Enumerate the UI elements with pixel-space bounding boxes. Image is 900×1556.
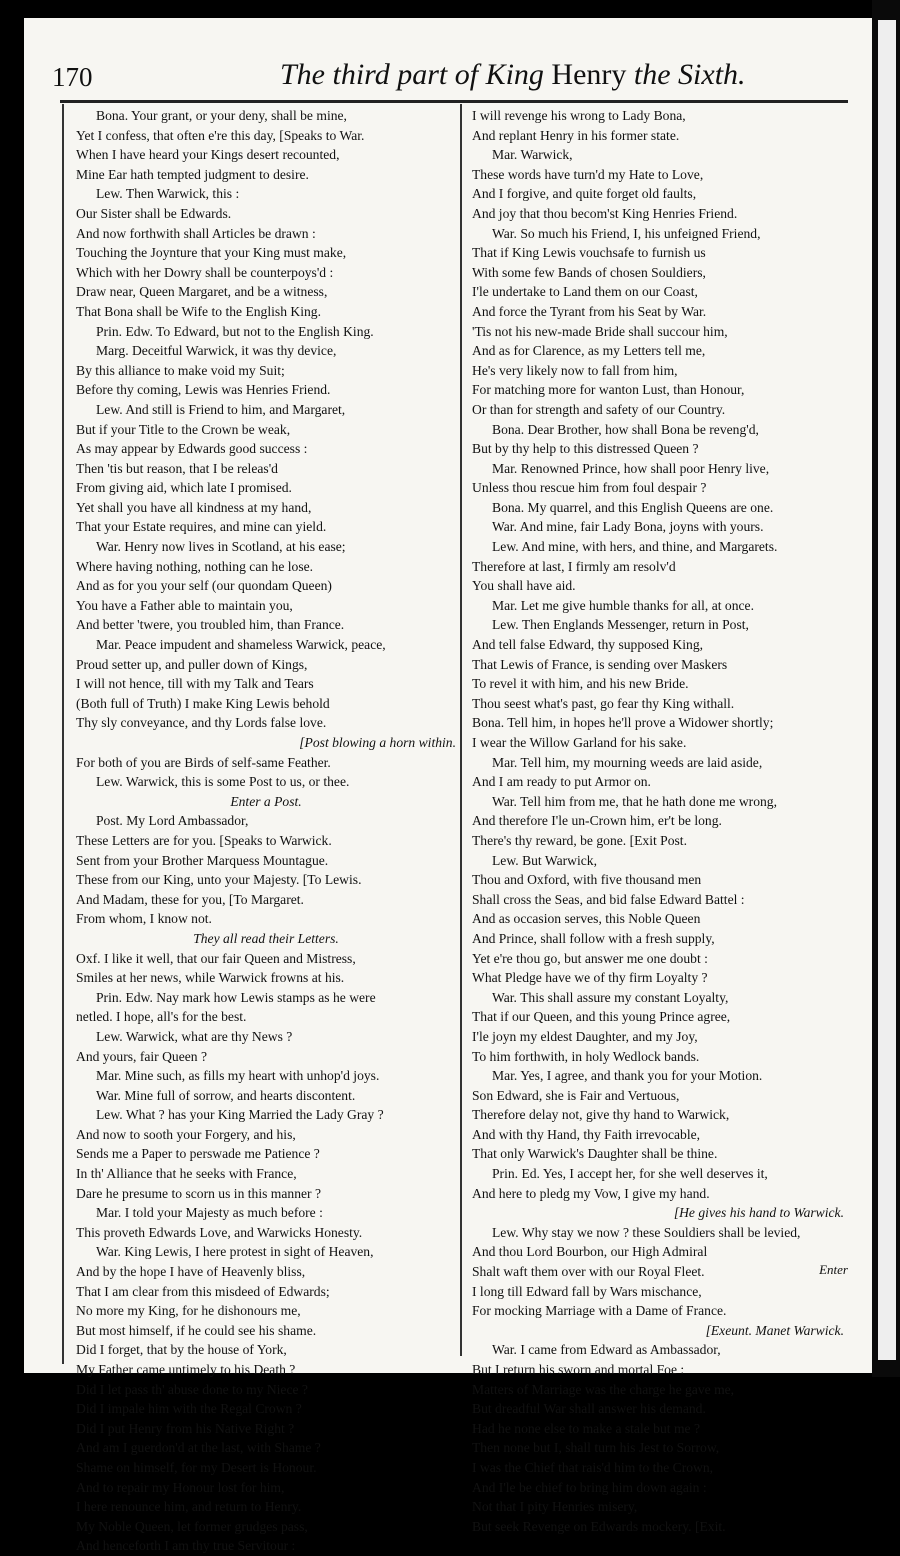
header-rule xyxy=(60,100,848,103)
text-line: These words have turn'd my Hate to Love, xyxy=(472,166,704,182)
text-line: War. I came from Edward as Ambassador, xyxy=(492,1342,721,1358)
text-line: For mocking Marriage with a Dame of France. xyxy=(472,1303,727,1319)
text-line: Where having nothing, nothing can he lose. xyxy=(76,558,314,574)
text-line: Mar. Yes, I agree, and thank you for your Motion. xyxy=(492,1068,763,1084)
text-line: Mar. Mine such, as fills my heart with unhop'd joys. xyxy=(96,1068,380,1084)
text-line: And as for you your self (our quondam Queen) xyxy=(76,578,332,594)
text-line: Bona. Your grant, or your deny, shall be mine, xyxy=(96,108,347,123)
text-line: But I return his sworn and mortal Foe : xyxy=(472,1362,685,1377)
text-line: [Exeunt. Manet Warwick. xyxy=(705,1322,844,1338)
text-line: War. Henry now lives in Scotland, at his ease; xyxy=(96,539,346,555)
text-line: Shall cross the Seas, and bid false Edward Battel : xyxy=(472,891,745,907)
text-line: And as for Clarence, as my Letters tell me, xyxy=(472,343,706,359)
title-prefix: The third part of King xyxy=(280,58,544,91)
text-line: Which with her Dowry shall be counterpoys'd : xyxy=(76,264,334,280)
text-line: 'Tis not his new-made Bride shall succour him, xyxy=(472,323,728,339)
text-line: And force the Tyrant from his Seat by War. xyxy=(472,303,707,319)
text-line: With some few Bands of chosen Souldiers, xyxy=(472,264,706,280)
text-line: From giving aid, which late I promised. xyxy=(76,480,292,496)
text-line: Yet I confess, that often e're this day, [Speaks to War. xyxy=(76,127,365,143)
text-line: They all read their Letters. xyxy=(193,930,339,946)
text-line: Bona. Dear Brother, how shall Bona be reveng'd, xyxy=(492,421,759,437)
text-line: War. So much his Friend, I, his unfeigned Friend, xyxy=(492,225,761,241)
text-line: Yet shall you have all kindness at my hand, xyxy=(76,499,312,515)
text-line: You shall have aid. xyxy=(472,578,576,594)
text-line: Did I forget, that by the house of York, xyxy=(76,1342,287,1358)
text-line: Sends me a Paper to perswade me Patience ? xyxy=(76,1146,320,1162)
text-line: Shame on himself, for my Desert is Honour. xyxy=(76,1459,317,1475)
text-line: Enter a Post. xyxy=(230,793,302,809)
text-line: Proud setter up, and puller down of Kings, xyxy=(76,656,308,672)
text-line: Thy sly conveyance, and thy Lords false love. xyxy=(76,715,327,731)
left-text-column xyxy=(76,106,456,1556)
column-divider xyxy=(460,104,462,1356)
text-line: Bona. Tell him, in hopes he'll prove a Widower shortly; xyxy=(472,715,774,731)
text-line: And Madam, these for you, [To Margaret. xyxy=(76,891,304,907)
text-line: But most himself, if he could see his shame. xyxy=(76,1322,317,1338)
text-line: War. And mine, fair Lady Bona, joyns with yours. xyxy=(492,519,764,535)
text-line: And better 'twere, you troubled him, than France. xyxy=(76,617,345,633)
text-line: That only Warwick's Daughter shall be thine. xyxy=(472,1146,718,1162)
text-line: War. This shall assure my constant Loyalty, xyxy=(492,989,729,1005)
text-line: Touching the Joynture that your King must make, xyxy=(76,245,347,261)
text-line: And thou Lord Bourbon, our High Admiral xyxy=(472,1244,708,1260)
text-line: I'le undertake to Land them on our Coast, xyxy=(472,284,698,300)
right-text-column xyxy=(472,106,844,1536)
text-line: And I'le be chief to bring him down again : xyxy=(472,1479,707,1495)
text-line: My Noble Queen, let former grudges pass, xyxy=(76,1518,308,1534)
text-line: But dreadful War shall answer his demand. xyxy=(472,1401,706,1417)
text-line: Lew. And still is Friend to him, and Margaret, xyxy=(96,401,346,417)
text-line: Smiles at her news, while Warwick frowns at his. xyxy=(76,970,345,986)
text-line: Bona. My quarrel, and this English Queens are one. xyxy=(492,499,774,515)
text-line: Post. My Lord Ambassador, xyxy=(96,813,249,829)
text-line: Prin. Edw. Nay mark how Lewis stamps as he were xyxy=(96,989,376,1005)
text-line: Son Edward, she is Fair and Vertuous, xyxy=(472,1087,680,1103)
text-line: And Prince, shall follow with a fresh supply, xyxy=(472,930,715,946)
text-line: I was the Chief that rais'd him to the Crown, xyxy=(472,1459,714,1475)
page-number: 170 xyxy=(52,62,93,92)
text-line: Lew. Then Warwick, this : xyxy=(96,186,240,202)
text-line: To revel it with him, and his new Bride. xyxy=(472,676,689,692)
text-line: And tell false Edward, thy supposed King, xyxy=(472,637,704,653)
text-line: Sent from your Brother Marquess Mountague. xyxy=(76,852,329,868)
text-line: Oxf. I like it well, that our fair Queen and Mistress, xyxy=(76,950,356,966)
text-line: Thou seest what's past, go fear thy King withall. xyxy=(472,695,735,711)
text-line: And am I guerdon'd at the last, with Shame ? xyxy=(76,1440,321,1456)
text-line: Unless thou rescue him from foul despair ? xyxy=(472,480,707,496)
text-line: That Bona shall be Wife to the English King. xyxy=(76,303,321,319)
text-line: Before thy coming, Lewis was Henries Friend. xyxy=(76,382,331,398)
text-line: No more my King, for he dishonours me, xyxy=(76,1303,301,1319)
text-line: Lew. Why stay we now ? these Souldiers shall be levied, xyxy=(492,1224,801,1240)
text-line: Therefore delay not, give thy hand to Warwick, xyxy=(472,1107,730,1123)
text-line: He's very likely now to fall from him, xyxy=(472,362,678,378)
text-line: What Pledge have we of thy firm Loyalty ? xyxy=(472,970,708,986)
text-line: These Letters are for you. [Speaks to Warwick. xyxy=(76,832,332,848)
text-line: I'le joyn my eldest Daughter, and my Joy, xyxy=(472,1028,698,1044)
left-border-rule xyxy=(62,104,64,1364)
text-line: That I am clear from this misdeed of Edwards; xyxy=(76,1283,330,1299)
text-line: But by thy help to this distressed Queen ? xyxy=(472,441,699,457)
text-line: That if King Lewis vouchsafe to furnish us xyxy=(472,245,706,261)
text-line: And replant Henry in his former state. xyxy=(472,127,680,143)
catchword: Enter xyxy=(819,1262,848,1277)
text-line: But seek Revenge on Edwards mockery. [Exit. xyxy=(472,1518,726,1534)
text-line: When I have heard your Kings desert recounted, xyxy=(76,147,340,163)
text-line: You have a Father able to maintain you, xyxy=(76,597,293,613)
text-line: I will not hence, till with my Talk and Tears xyxy=(76,676,314,692)
text-line: Had he none else to make a stale but me ? xyxy=(472,1420,700,1436)
text-line: That your Estate requires, and mine can yield. xyxy=(76,519,327,535)
text-line: Mar. I told your Majesty as much before : xyxy=(96,1205,323,1221)
text-line: And joy that thou becom'st King Henries Friend. xyxy=(472,205,738,221)
text-line: And here to pledg my Vow, I give my hand. xyxy=(472,1185,710,1201)
text-line: And now to sooth your Forgery, and his, xyxy=(76,1126,296,1142)
text-line: And yours, fair Queen ? xyxy=(76,1048,207,1064)
text-line: This proveth Edwards Love, and Warwicks Honesty. xyxy=(76,1224,363,1240)
text-line: Then 'tis but reason, that I be releas'd xyxy=(76,460,278,476)
text-line: War. Mine full of sorrow, and hearts discontent. xyxy=(96,1087,356,1103)
text-line: And by the hope I have of Heavenly bliss, xyxy=(76,1264,306,1280)
text-line: And I am ready to put Armor on. xyxy=(472,774,651,790)
text-line: From whom, I know not. xyxy=(76,911,212,927)
text-line: And therefore I'le un-Crown him, er't be long. xyxy=(472,813,722,829)
text-line: Thou and Oxford, with five thousand men xyxy=(472,872,702,888)
text-line: Dare he presume to scorn us in this manner ? xyxy=(76,1185,321,1201)
text-line: And as occasion serves, this Noble Queen xyxy=(472,911,701,927)
text-line: Therefore at last, I firmly am resolv'd xyxy=(472,558,676,574)
text-line: Mar. Renowned Prince, how shall poor Henry live, xyxy=(492,460,770,476)
text-line: These from our King, unto your Majesty. [To Lewis. xyxy=(76,872,362,888)
text-line: [He gives his hand to Warwick. xyxy=(673,1205,844,1221)
text-line: War. King Lewis, I here protest in sight of Heaven, xyxy=(96,1244,374,1260)
title-name: Henry xyxy=(551,58,627,91)
facing-page-edge xyxy=(872,0,900,1377)
text-line: Did I put Henry from his Native Right ? xyxy=(76,1420,295,1436)
text-line: Then none but I, shall turn his Jest to Sorrow, xyxy=(472,1440,720,1456)
text-line: Did I impale him with the Regal Crown ? xyxy=(76,1401,302,1417)
text-line: Mar. Warwick, xyxy=(492,147,573,163)
text-line: Draw near, Queen Margaret, and be a witness, xyxy=(76,284,328,300)
title-suffix: the Sixth. xyxy=(633,58,746,91)
text-line: Mar. Let me give humble thanks for all, at once. xyxy=(492,597,754,613)
text-line: Shalt waft them over with our Royal Fleet. xyxy=(472,1264,705,1280)
text-line: Marg. Deceitful Warwick, it was thy device, xyxy=(96,343,337,359)
page-title xyxy=(280,58,746,92)
text-line: Lew. Warwick, this is some Post to us, or thee. xyxy=(96,774,350,790)
text-line: I will revenge his wrong to Lady Bona, xyxy=(472,108,686,123)
text-line: And I forgive, and quite forget old faults, xyxy=(472,186,697,202)
text-line: And with thy Hand, thy Faith irrevocable, xyxy=(472,1126,701,1142)
text-line: For matching more for wanton Lust, than Honour, xyxy=(472,382,745,398)
text-line: There's thy reward, be gone. [Exit Post. xyxy=(472,832,687,848)
text-line: Mar. Tell him, my mourning weeds are laid aside, xyxy=(492,754,763,770)
text-line: Or than for strength and safety of our Country. xyxy=(472,401,726,417)
text-line: Prin. Edw. To Edward, but not to the English King. xyxy=(96,323,374,339)
text-line: Prin. Ed. Yes, I accept her, for she well deserves it, xyxy=(492,1166,768,1182)
text-line: And henceforth I am thy true Servitour : xyxy=(76,1538,296,1554)
text-line: I here renounce him, and return to Henry. xyxy=(76,1499,302,1515)
text-line: Yet e're thou go, but answer me one doubt : xyxy=(472,950,708,966)
text-line: And to repair my Honour lost for him, xyxy=(76,1479,285,1495)
text-line: Lew. Then Englands Messenger, return in Post, xyxy=(492,617,749,633)
text-line: That if our Queen, and this young Prince agree, xyxy=(472,1009,731,1025)
text-line: Mine Ear hath tempted judgment to desire. xyxy=(76,166,309,182)
text-line: I wear the Willow Garland for his sake. xyxy=(472,735,687,750)
text-line: Lew. But Warwick, xyxy=(492,852,597,868)
text-line: netled. I hope, all's for the best. xyxy=(76,1009,247,1025)
text-line: [Post blowing a horn within. xyxy=(299,735,456,750)
text-line: Mar. Peace impudent and shameless Warwick, peace, xyxy=(96,637,386,653)
text-line: My Father came untimely to his Death ? xyxy=(76,1362,296,1377)
text-line: That Lewis of France, is sending over Maskers xyxy=(472,656,728,672)
text-line: Our Sister shall be Edwards. xyxy=(76,205,232,221)
text-line: To him forthwith, in holy Wedlock bands. xyxy=(472,1048,700,1064)
text-line: Matters of Marriage was the charge he gave me, xyxy=(472,1381,735,1397)
text-line: By this alliance to make void my Suit; xyxy=(76,362,285,378)
text-line: War. Tell him from me, that he hath done me wrong, xyxy=(492,793,777,809)
text-line: Lew. And mine, with hers, and thine, and Margarets. xyxy=(492,539,778,555)
text-line: (Both full of Truth) I make King Lewis behold xyxy=(76,695,330,711)
text-line: For both of you are Birds of self-same Feather. xyxy=(76,754,331,770)
text-line: But if your Title to the Crown be weak, xyxy=(76,421,291,437)
text-line: In th' Alliance that he seeks with France, xyxy=(76,1166,297,1182)
text-line: Not that I pity Henries misery, xyxy=(472,1499,638,1515)
text-line: And now forthwith shall Articles be drawn : xyxy=(76,225,316,241)
running-header xyxy=(30,54,840,102)
text-line: Lew. Warwick, what are thy News ? xyxy=(96,1028,293,1044)
text-line: I long till Edward fall by Wars mischance, xyxy=(472,1283,702,1299)
text-line: Lew. What ? has your King Married the Lady Gray ? xyxy=(96,1107,384,1123)
text-line: As may appear by Edwards good success : xyxy=(76,441,308,457)
text-line: Did I let pass th' abuse done to my Niece ? xyxy=(76,1381,308,1397)
